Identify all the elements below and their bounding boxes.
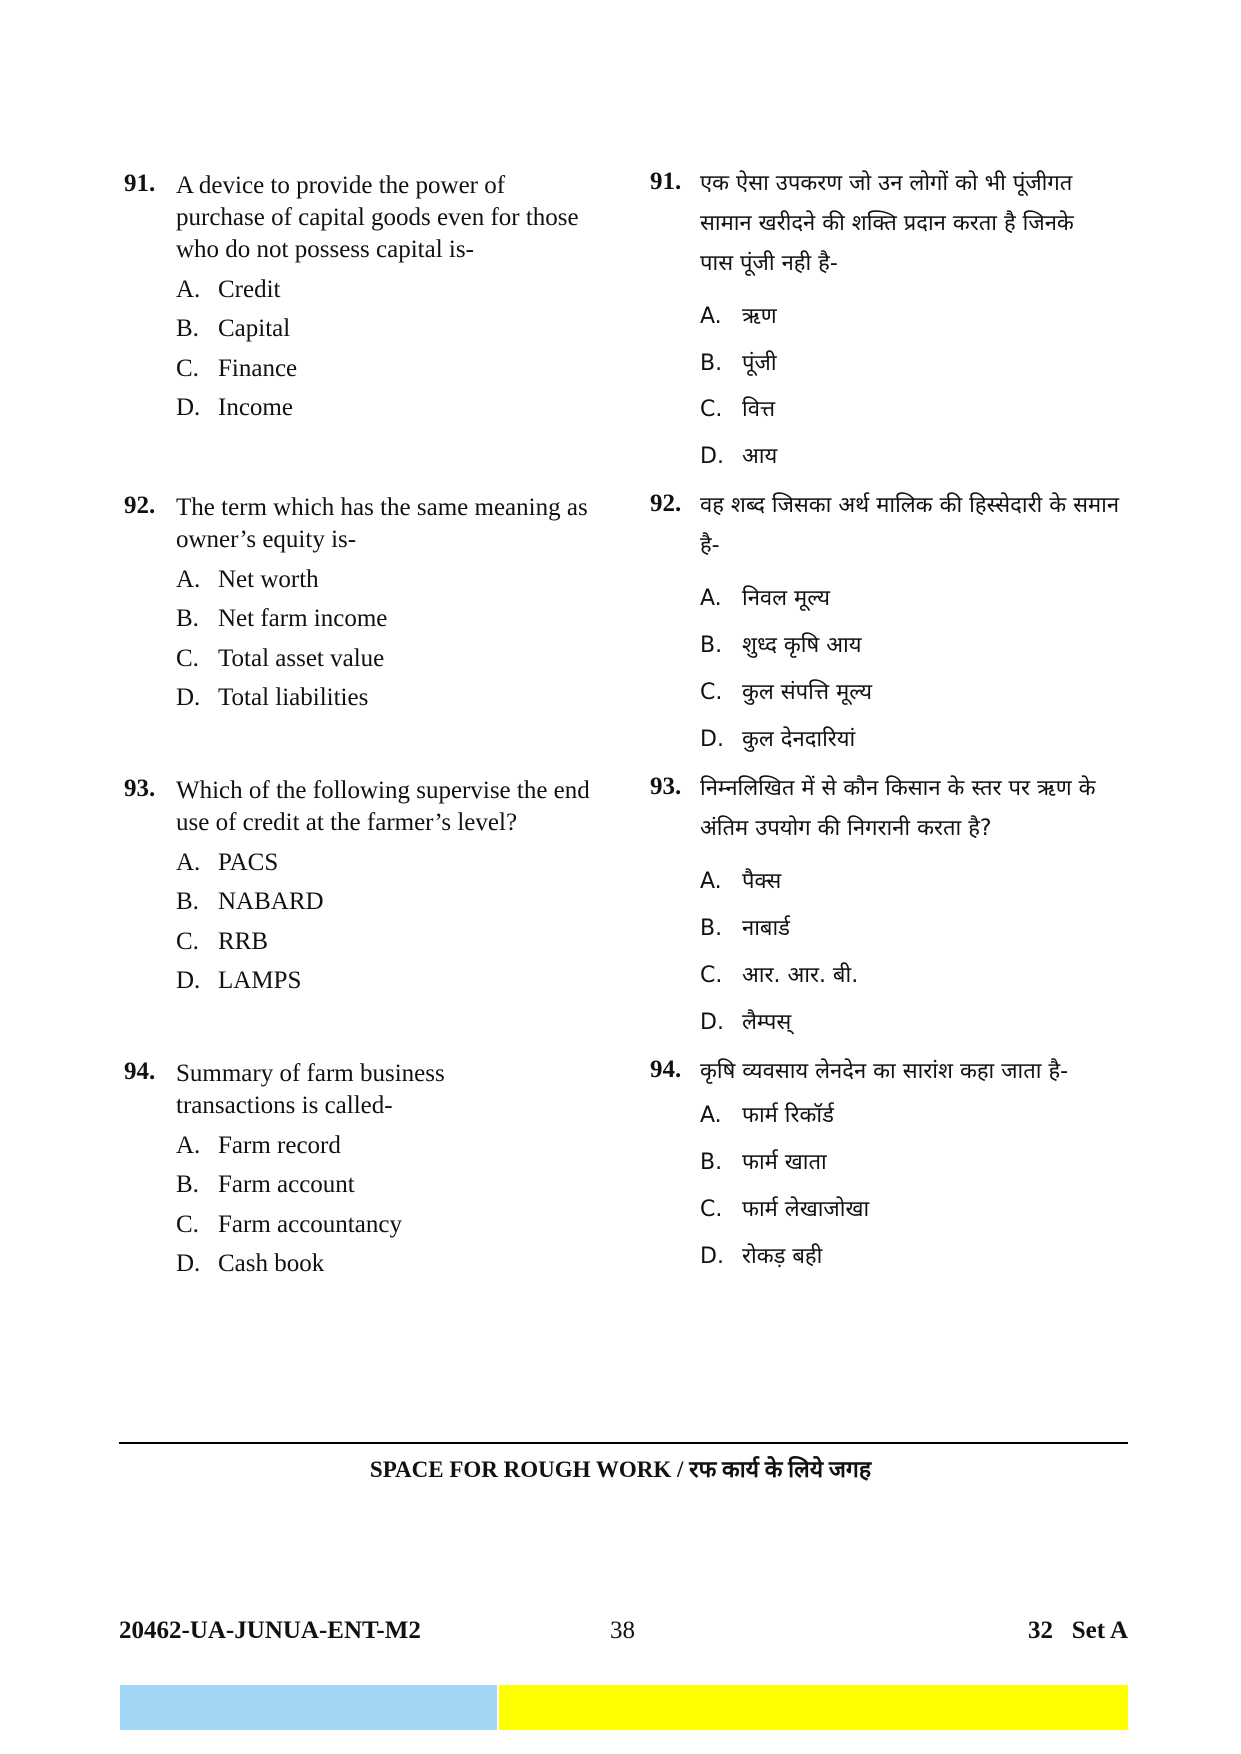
option-c[interactable]: C. वित्त [700, 397, 776, 422]
option-d[interactable]: D. लैम्पस् [700, 1010, 792, 1035]
option-b[interactable]: B. नाबार्ड [700, 916, 790, 941]
set-label: 32 Set A [1028, 1617, 1128, 1644]
option-d[interactable]: D. आय [700, 444, 778, 469]
question-number: 93. [124, 775, 156, 802]
option-a[interactable]: A. Net worth [176, 566, 319, 593]
option-c[interactable]: C. Finance [176, 355, 298, 382]
question-number: 94. [124, 1058, 156, 1085]
question-number: 91. [650, 168, 682, 195]
question-number: 94. [650, 1056, 682, 1083]
option-c[interactable]: C. Farm accountancy [176, 1211, 402, 1238]
option-c[interactable]: C. कुल संपत्ति मूल्य [700, 680, 873, 705]
question-number: 93. [650, 773, 682, 800]
question-text: एक ऐसा उपकरण जो उन लोगों को भी पूंजीगत सामान खरीदने की शक्ति प्रदान करता है जिनके पास पूंजी नही है- [700, 171, 1074, 276]
page-number: 38 [610, 1617, 635, 1644]
footer-bar-yellow [499, 1685, 1128, 1730]
question-text: A device to provide the power of purchase of capital goods even for those who do not possess capital is- [176, 172, 579, 263]
option-a[interactable]: A. ऋण [700, 304, 777, 329]
option-a[interactable]: A. पैक्स [700, 869, 782, 894]
option-a[interactable]: A. Farm record [176, 1132, 341, 1159]
option-b[interactable]: B. पूंजी [700, 351, 777, 376]
question-number: 92. [124, 492, 156, 519]
question-text: Which of the following supervise the end use of credit at the farmer’s level? [176, 777, 590, 836]
option-a[interactable]: A. Credit [176, 276, 281, 303]
option-a[interactable]: A. निवल मूल्य [700, 586, 831, 611]
option-a[interactable]: A. फार्म रिकॉर्ड [700, 1103, 834, 1128]
option-b[interactable]: B. Farm account [176, 1171, 355, 1198]
question-text: वह शब्द जिसका अर्थ मालिक की हिस्सेदारी के समान है- [700, 493, 1120, 558]
option-d[interactable]: D. Income [176, 394, 293, 421]
option-b[interactable]: B. शुध्द कृषि आय [700, 633, 862, 658]
question-number: 91. [124, 170, 156, 197]
question-text: The term which has the same meaning as owner’s equity is- [176, 494, 588, 553]
rough-work-label: SPACE FOR ROUGH WORK / रफ कार्य के लिये जगह [369, 1457, 872, 1482]
footer-bar-blue [120, 1685, 497, 1730]
hindi-column [650, 168, 1128, 1298]
option-c[interactable]: C. RRB [176, 928, 269, 955]
option-b[interactable]: B. Net farm income [176, 605, 388, 632]
option-b[interactable]: B. NABARD [176, 888, 324, 915]
option-c[interactable]: C. फार्म लेखाजोखा [700, 1197, 870, 1222]
option-d[interactable]: D. LAMPS [176, 967, 302, 994]
english-column [124, 170, 604, 1300]
option-b[interactable]: B. Capital [176, 315, 291, 342]
option-d[interactable]: D. कुल देनदारियां [700, 727, 856, 752]
question-text: कृषि व्यवसाय लेनदेन का सारांश कहा जाता है- [700, 1059, 1069, 1084]
option-c[interactable]: C. Total asset value [176, 645, 385, 672]
option-b[interactable]: B. फार्म खाता [700, 1150, 827, 1175]
paper-code: 20462-UA-JUNUA-ENT-M2 [119, 1617, 421, 1644]
question-number: 92. [650, 490, 682, 517]
option-a[interactable]: A. PACS [176, 849, 279, 876]
option-d[interactable]: D. Total liabilities [176, 684, 369, 711]
question-text: Summary of farm business transactions is called- [176, 1060, 445, 1119]
option-c[interactable]: C. आर. आर. बी. [700, 963, 859, 988]
rough-work-divider [119, 1442, 1128, 1444]
option-d[interactable]: D. रोकड़ बही [700, 1244, 823, 1269]
option-d[interactable]: D. Cash book [176, 1250, 325, 1277]
question-text: निम्नलिखित में से कौन किसान के स्तर पर ऋण के अंतिम उपयोग की निगरानी करता है? [700, 776, 1096, 841]
